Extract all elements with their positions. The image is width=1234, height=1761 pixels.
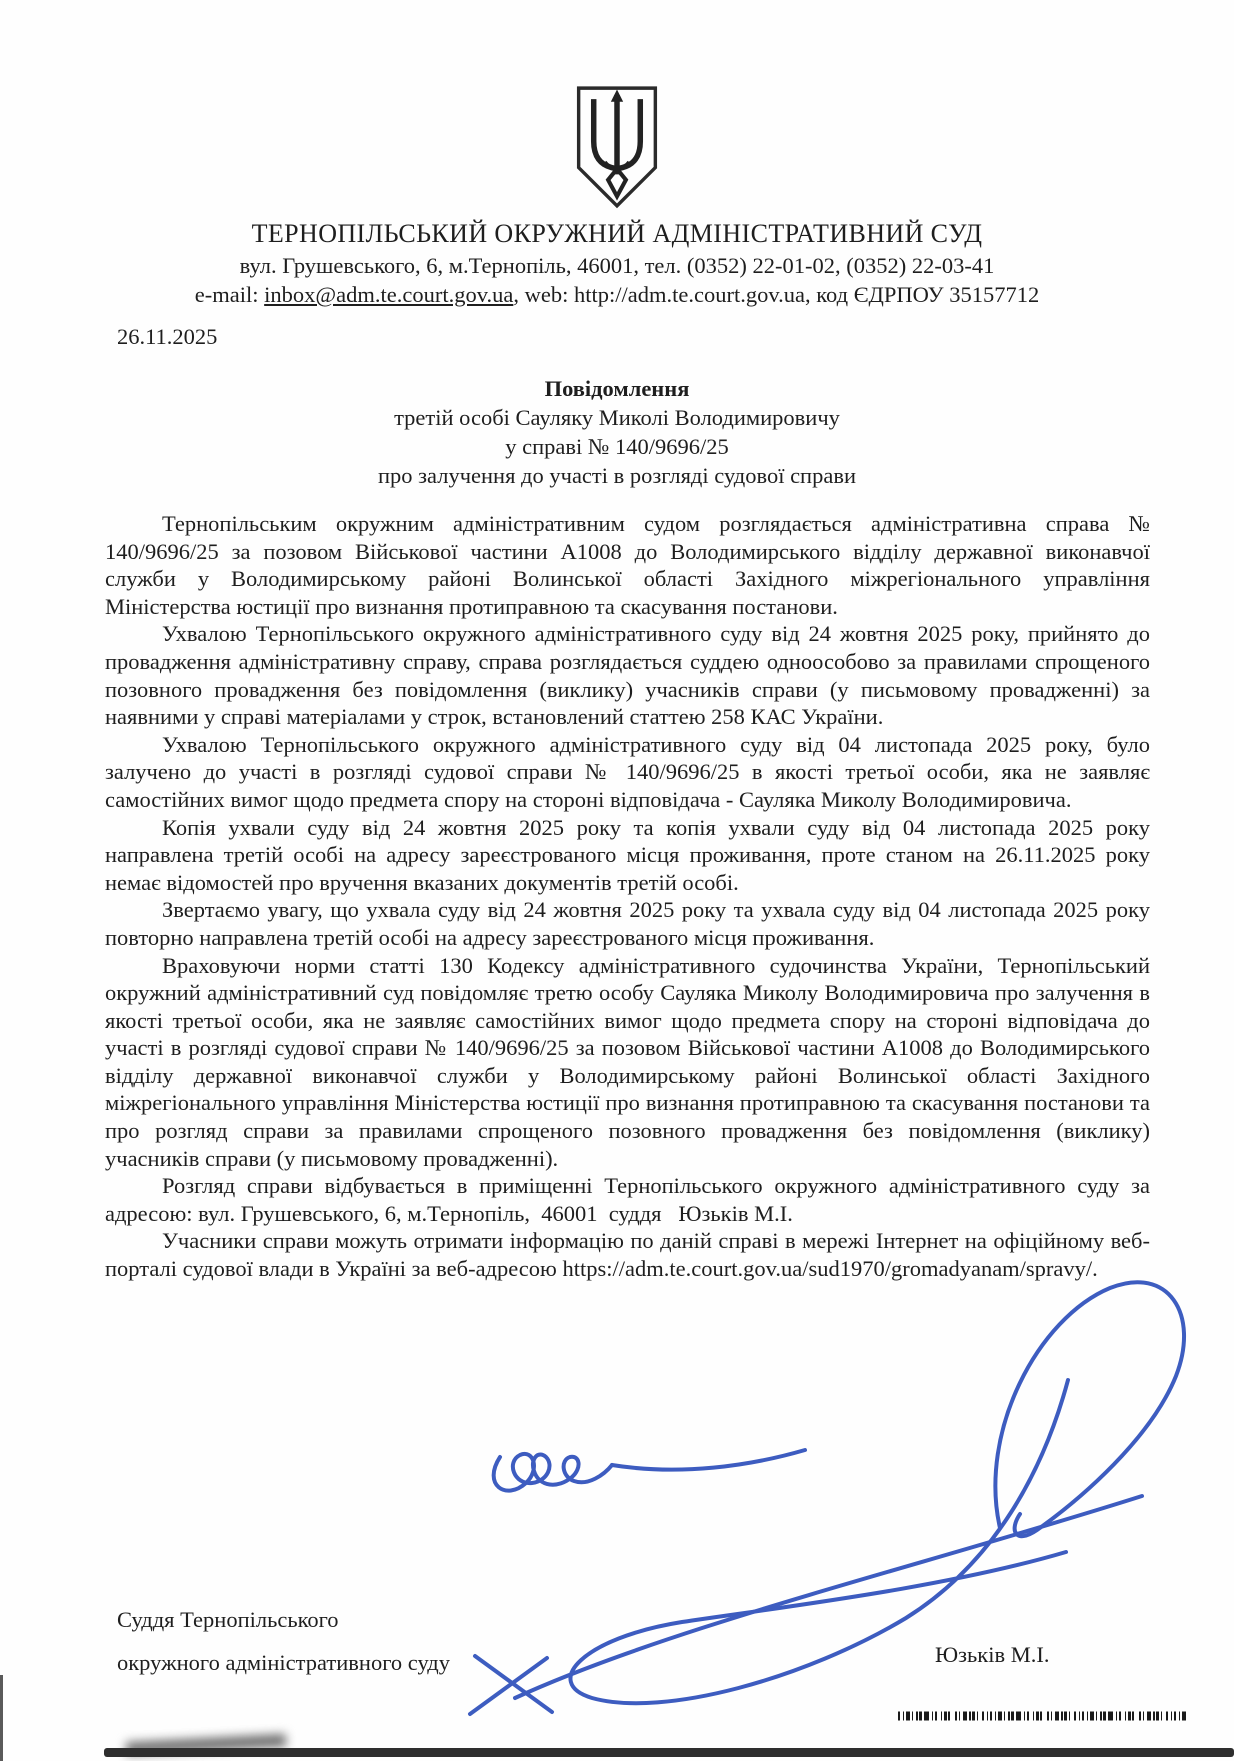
letterhead	[0, 0, 1234, 308]
judge-signature-ink	[420, 1262, 1210, 1758]
scan-left-edge-artifact	[0, 1675, 3, 1761]
body-paragraph: Ухвалою Тернопільського окружного адміністративного суду від 24 жовтня 2025 року, прийнято до провадження адміністративну справу, справа розглядається суддею одноособово за правилами спрощеного позовного провадження без повідомлення (виклику) учасників справи (у письмовому провадженні) за наявними у справі матеріалами у строк, встановлений статтею 258 КАС України.	[105, 621, 1150, 730]
notice-case-number: у справі № 140/9696/25	[505, 434, 729, 459]
signer-role-line2: окружного адміністративного суду	[117, 1650, 450, 1675]
body-paragraph: Звертаємо увагу, що ухвала суду від 24 жовтня 2025 року та ухвала суду від 04 листопада 2025 року повторно направлена третій особі на адресу зареєстрованого місця проживання.	[105, 897, 1150, 950]
document-barcode	[898, 1710, 1188, 1722]
signer-role-line1: Суддя Тернопільського	[117, 1607, 339, 1632]
court-address: вул. Грушевського, 6, м.Тернопіль, 46001, тел. (0352) 22-01-02, (0352) 22-03-41	[239, 253, 995, 278]
signer-role	[117, 1598, 450, 1684]
notice-heading: Повідомлення	[544, 376, 690, 401]
document-date: 26.11.2025	[117, 324, 218, 349]
notice-subject: про залучення до участі в розгляді судової справи	[377, 463, 856, 488]
court-website: http://adm.te.court.gov.ua	[573, 282, 805, 307]
body-paragraph: Учасники справи можуть отримати інформацію по даній справі в мережі Інтернет на офіційному веб-порталі судової влади в Україні за веб-адресою https://adm.te.court.gov.ua/sud1970/gromadyanam/spravy/.	[105, 1228, 1150, 1282]
judge-name: Юзьків М.І.	[935, 1642, 1050, 1667]
email-label: e-mail:	[194, 282, 265, 307]
body-paragraph: Копія ухвали суду від 24 жовтня 2025 року та копія ухвали суду від 04 листопада 2025 року направлена третій особі на адресу зареєстрованого місця проживання, проте станом на 26.11.2025 року немає відомостей про вручення вказаних документів третій особі.	[105, 814, 1150, 895]
scan-edge-artifact	[104, 1748, 1234, 1757]
body-paragraph: Враховуючи норми статті 130 Кодексу адміністративного судочинства України, Тернопільський окружний адміністративний суд повідомляє третю особу Сауляка Миколу Володимировича про залучення в якості третьої особи, яка не заявляє самостійних вимог щодо предмета спору на стороні відповідача до участі в розгляді судової справи № 140/9696/25 за позовом Військової частини А1008 до Володимирського відділу державної виконавчої служби у Володимирському районі Волинської області Західного міжрегіонального управління Міністерства юстиції про визнання протиправною та скасування постанови та про розгляд справи за правилами спрощеного позовного провадження без повідомлення (виклику) учасників справи (у письмовому провадженні).	[105, 952, 1150, 1171]
web-label: , web:	[513, 282, 574, 307]
body-paragraph: Ухвалою Тернопільського окружного адміністративного суду від 04 листопада 2025 року, було залучено до участі в розгляді судової справи № 140/9696/25 в якості третьої особи, яка не заявляє самостійних вимог щодо предмета спору на стороні відповідача - Сауляка Миколу Володимировича.	[105, 731, 1150, 812]
body-paragraph: Тернопільським окружним адміністративним судом розглядається адміністративна справа № 140/9696/25 за позовом Військової частини А1008 до Володимирського відділу державної виконавчої служби у Володимирському районі Волинської області Західного міжрегіонального управління Міністерства юстиції про визнання протиправною та скасування постанови.	[105, 511, 1150, 619]
body-paragraph: Розгляд справи відбувається в приміщенні Тернопільського окружного адміністративного суду за адресою: вул. Грушевського, 6, м.Тернопіль, 46001 суддя Юзьків М.І.	[105, 1173, 1150, 1226]
ukraine-trident-emblem-icon	[558, 84, 676, 210]
court-email: inbox@adm.te.court.gov.ua	[264, 282, 514, 307]
court-name: ТЕРНОПІЛЬСЬКИЙ ОКРУЖНИЙ АДМІНІСТРАТИВНИЙ СУД	[251, 219, 983, 248]
document-body	[105, 510, 1150, 1283]
edrpou-code: , код ЄДРПОУ 35157712	[804, 282, 1040, 307]
court-contacts	[0, 282, 1234, 308]
notice-subheading: третій особі Сауляку Миколі Володимировичу	[394, 405, 840, 430]
notice-title-block	[0, 374, 1234, 490]
